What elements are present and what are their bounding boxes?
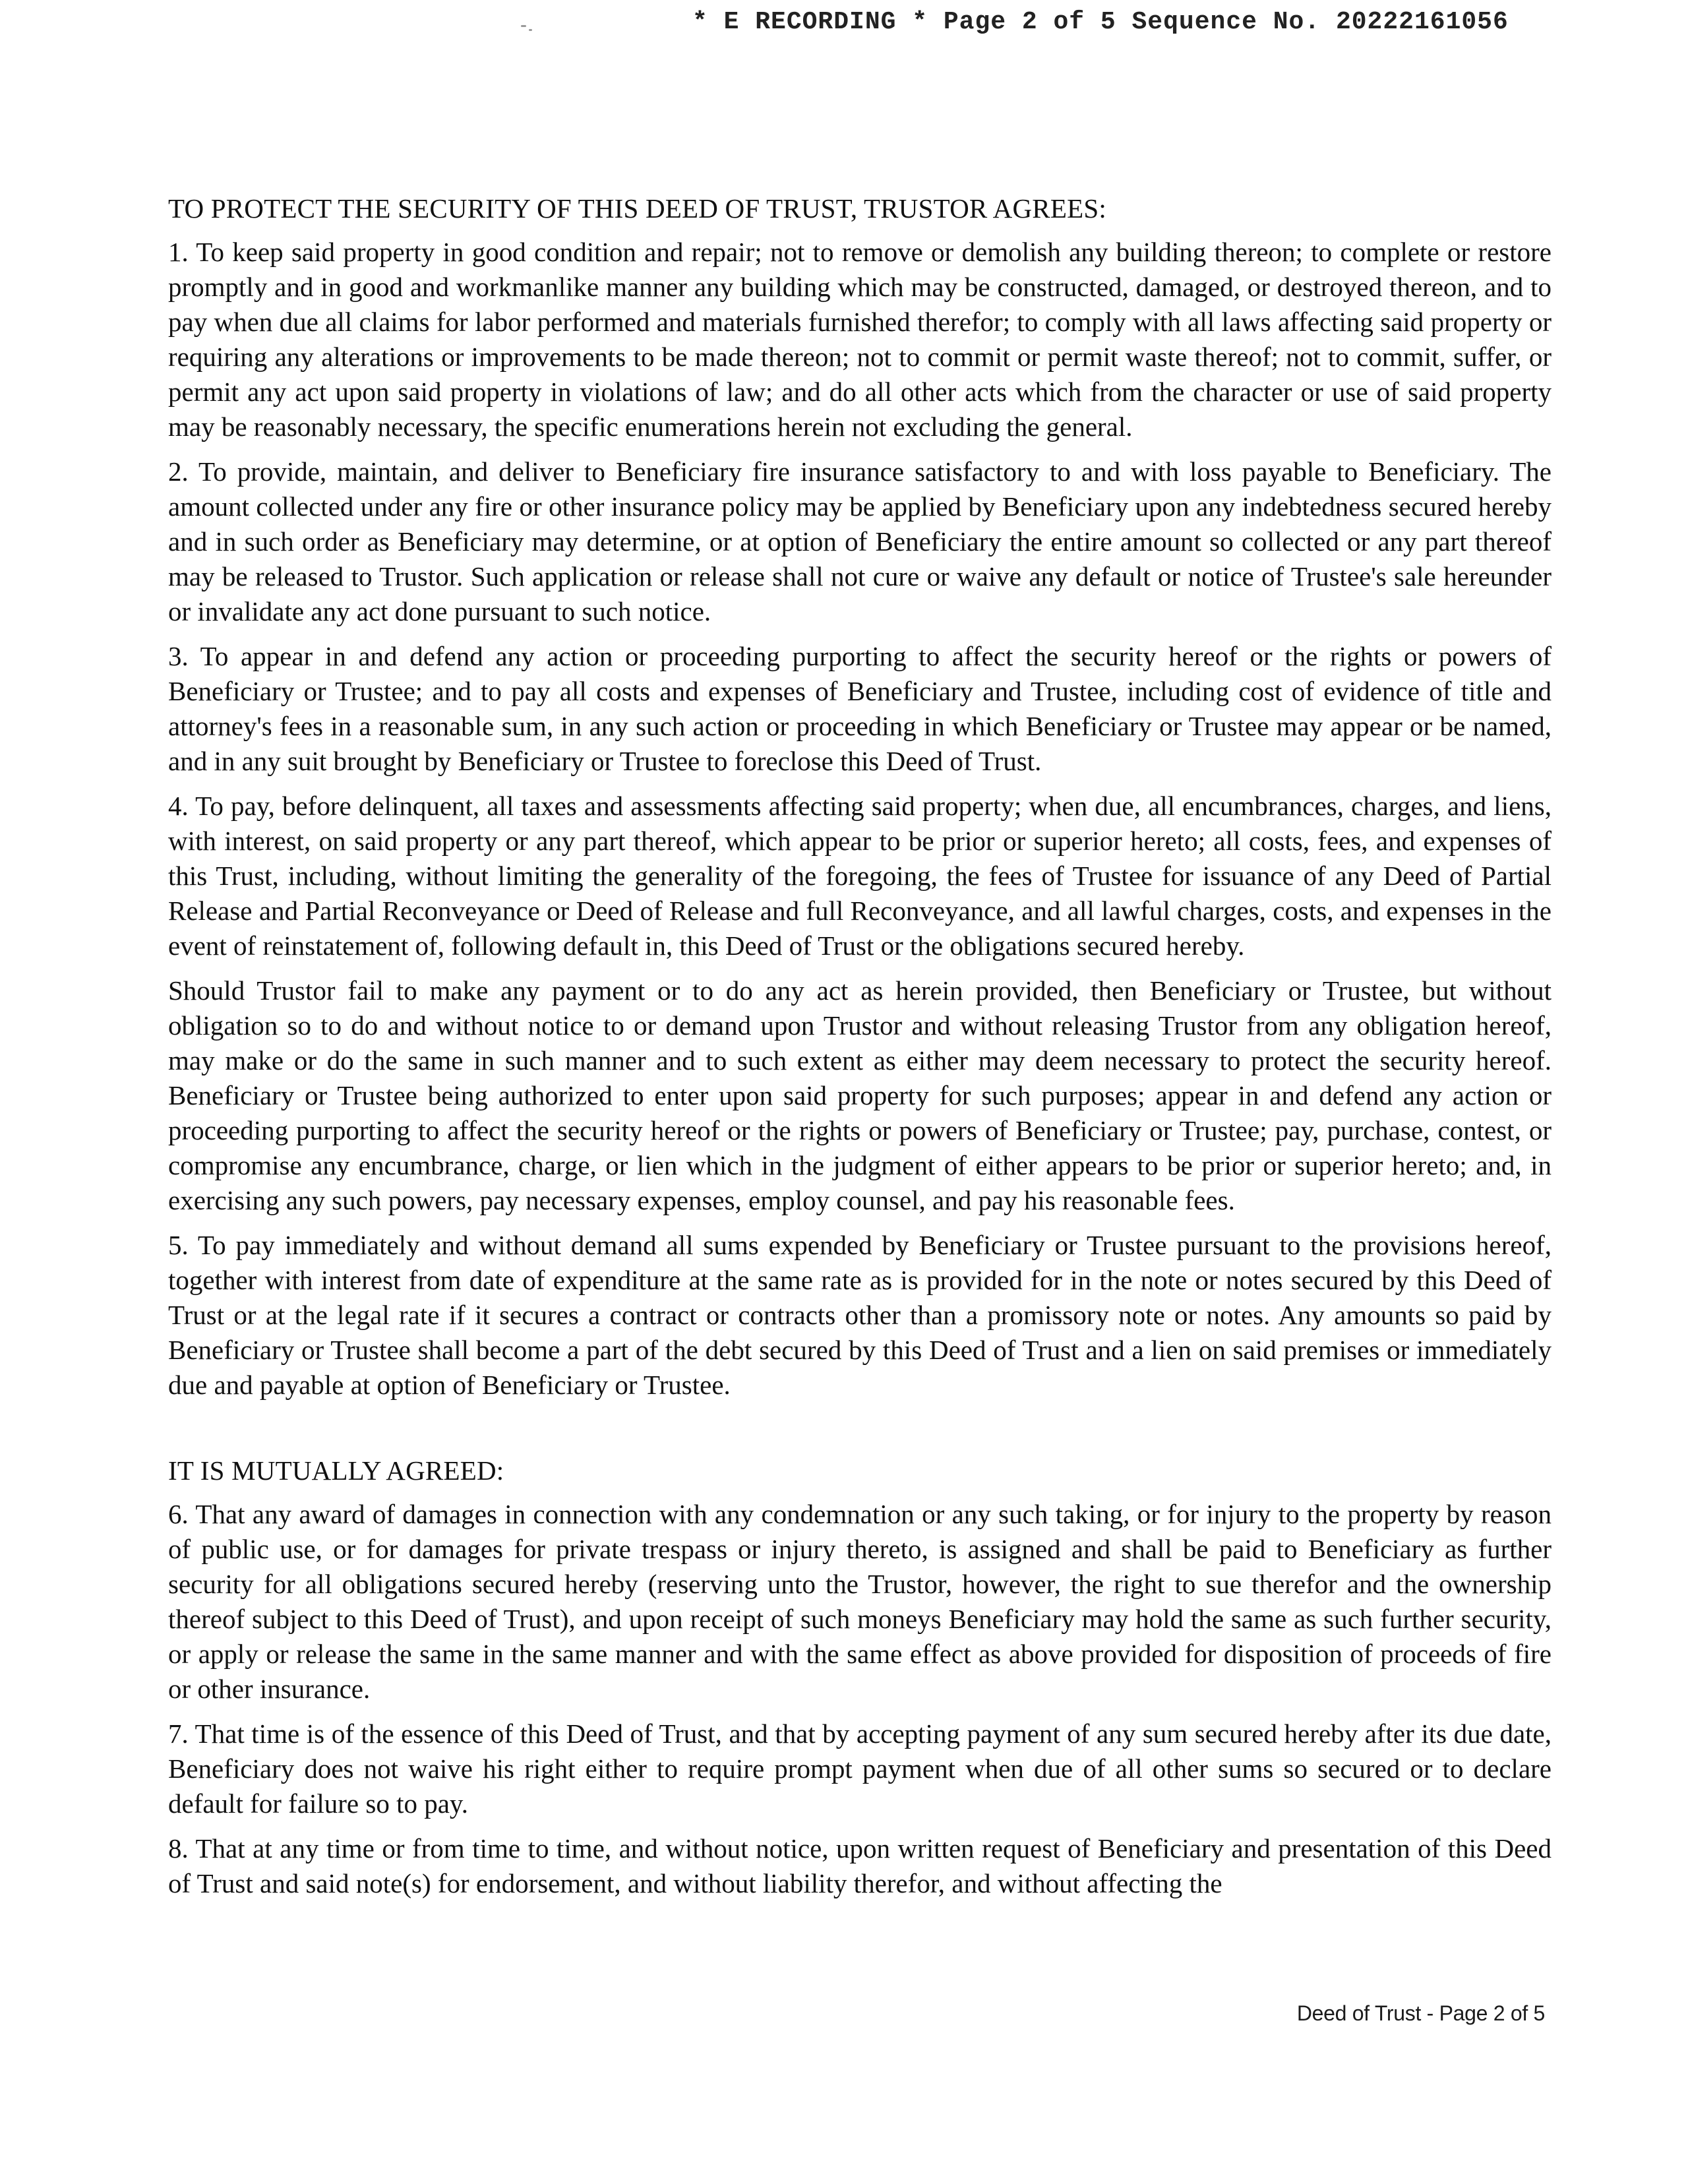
page-footer: Deed of Trust - Page 2 of 5 [1296,2001,1545,2025]
clause-1: 1. To keep said property in good condition and repair; not to remove or demolish any building thereon; to complete or restore promptly and in good and workmanlike manner any building which may be constructed, damaged, or destroyed thereon, and to pay when due all claims for labor performed and materials furnished therefor; to comply with all laws affecting said property or requiring any alterations or improvements to be made thereon; not to commit or permit waste thereof; not to commit, suffer, or permit any act upon said property in violations of law; and do all other acts which from the character or use of said property may be reasonably necessary, the specific enumerations herein not excluding the general. [168,237,1552,442]
section-heading: IT IS MUTUALLY AGREED: [168,1455,504,1486]
section-heading: TO PROTECT THE SECURITY OF THIS DEED OF TRUST, TRUSTOR AGREES: [168,193,1106,224]
mutually-agreed-section [168,1453,1552,1901]
trustor-default-paragraph: Should Trustor fail to make any payment or to do any act as herein provided, then Beneficiary or Trustee, but without obligation so to do and without notice to or demand upon Trustor and without releasing Trustor from any obligation hereof, may make or do the same in such manner and to such extent as either may deem necessary to protect the security hereof. Beneficiary or Trustee being authorized to enter upon said property for such purposes; appear in and defend any action or proceeding purporting to affect the security hereof or the rights or powers of Beneficiary or Trustee; pay, purchase, contest, or compromise any encumbrance, charge, or lien which in the judgment of either appears to be prior or superior hereto; and, in exercising any such powers, pay necessary expenses, employ counsel, and pay his reasonable fees. [168,975,1552,1215]
trustor-agrees-section [168,191,1552,1403]
clause-2: 2. To provide, maintain, and deliver to Beneficiary fire insurance satisfactory to and with loss payable to Beneficiary. The amount collected under any fire or other insurance policy may be applied by Beneficiary upon any indebtedness secured hereby and in such order as Beneficiary may determine, or at option of Beneficiary the entire amount so collected or any part thereof may be released to Trustor. Such application or release shall not cure or waive any default or notice of Trustee's sale hereunder or invalidate any act done pursuant to such notice. [168,456,1552,626]
section-spacer [168,1412,1552,1453]
document-body [168,191,1552,1911]
clause-7: 7. That time is of the essence of this Deed of Trust, and that by accepting payment of any sum secured hereby after its due date, Beneficiary does not waive his right either to require prompt payment when due of all other sums so secured or to declare default for failure so to pay. [168,1718,1552,1819]
scan-speck [529,29,532,31]
clause-4: 4. To pay, before delinquent, all taxes and assessments affecting said property; when due, all encumbrances, charges, and liens, with interest, on said property or any part thereof, which appear to be prior or superior hereto; all costs, fees, and expenses of this Trust, including, without limiting the generality of the foregoing, the fees of Trustee for issuance of any Deed of Partial Release and Partial Reconveyance or Deed of Release and full Reconveyance, and all lawful charges, costs, and expenses in the event of reinstatement of, following default in, this Deed of Trust or the obligations secured hereby. [168,791,1552,961]
e-recording-header: * E RECORDING * Page 2 of 5 Sequence No. 20222161056 [692,8,1509,36]
clause-6: 6. That any award of damages in connection with any condemnation or any such taking, or for injury to the property by reason of public use, or for damages for private trespass or injury thereto, is assigned and shall be paid to Beneficiary as further security for all obligations secured hereby (reserving unto the Trustor, however, the right to sue therefor and the ownership thereof subject to this Deed of Trust), and upon receipt of such moneys Beneficiary may hold the same as such further security, or apply or release the same in the same manner and with the same effect as above provided for disposition of proceeds of fire or other insurance. [168,1499,1552,1704]
clause-5: 5. To pay immediately and without demand all sums expended by Beneficiary or Trustee pursuant to the provisions hereof, together with interest from date of expenditure at the same rate as is provided for in the note or notes secured by this Deed of Trust or at the legal rate if it secures a contract or contracts other than a promissory note or notes. Any amounts so paid by Beneficiary or Trustee shall become a part of the debt secured by this Deed of Trust and a lien on said premises or immediately due and payable at option of Beneficiary or Trustee. [168,1230,1552,1400]
clause-3: 3. To appear in and defend any action or proceeding purporting to affect the security hereof or the rights or powers of Beneficiary or Trustee; and to pay all costs and expenses of Beneficiary and Trustee, including cost of evidence of title and attorney's fees in a reasonable sum, in any such action or proceeding in which Beneficiary or Trustee may appear or be named, and in any suit brought by Beneficiary or Trustee to foreclose this Deed of Trust. [168,641,1552,776]
clause-8: 8. That at any time or from time to time, and without notice, upon written request of Beneficiary and presentation of this Deed of Trust and said note(s) for endorsement, and without liability therefor, and without affecting the [168,1833,1552,1898]
scan-speck [521,25,526,27]
